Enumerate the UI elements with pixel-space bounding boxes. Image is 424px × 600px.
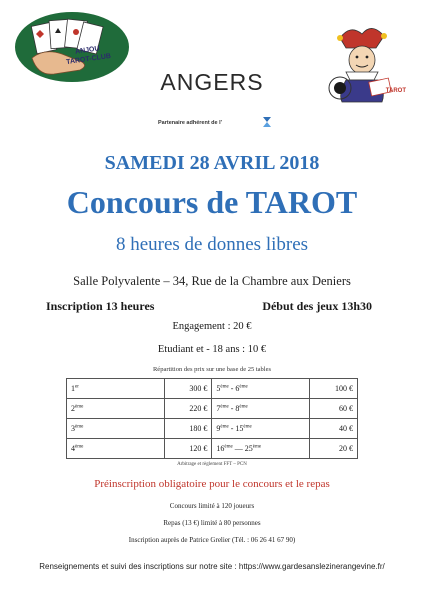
prize-amount-cell: 220 € — [164, 399, 212, 419]
prize-rank-range-cell: 16ème — 25ème — [212, 439, 310, 459]
prize-amount-cell: 180 € — [164, 419, 212, 439]
prize-table — [66, 378, 358, 459]
table-row — [67, 399, 358, 419]
prize-amount-cell: 300 € — [164, 379, 212, 399]
prize-rank-cell: 1er — [67, 379, 165, 399]
prize-amount-cell: 100 € — [310, 379, 358, 399]
partner-logo-icon — [260, 115, 274, 129]
prize-rank-range-cell: 7ème - 8ème — [212, 399, 310, 419]
rules-note: Arbitrage et règlement FFT – PCN — [177, 462, 247, 467]
footer-website: Renseignements et suivi des inscriptions sur notre site : https://www.gardesanslezinerangevine.fr/ — [39, 562, 385, 571]
prize-rank-range-cell: 5ème - 6ème — [212, 379, 310, 399]
player-limit: Concours limité à 120 joueurs — [169, 502, 255, 510]
prize-rank-cell: 2ème — [67, 399, 165, 419]
table-row — [67, 419, 358, 439]
prize-amount-cell: 60 € — [310, 399, 358, 419]
prize-amount-cell: 40 € — [310, 419, 358, 439]
inscription-time: Inscription 13 heures — [46, 299, 155, 313]
logo-left-label-2: TAROT-CLUB — [65, 52, 112, 67]
prize-rank-cell: 4ème — [67, 439, 165, 459]
prize-caption: Répartition des prix sur une base de 25 tables — [152, 366, 272, 373]
preinscription-notice: Préinscription obligatoire pour le concours et le repas — [94, 478, 330, 490]
meal-limit: Repas (13 €) limité à 80 personnes — [163, 519, 261, 527]
prize-rank-cell: 3ème — [67, 419, 165, 439]
logo-left-label-1: ANJOU — [74, 45, 100, 56]
engagement-fee: Engagement : 20 € — [172, 321, 252, 332]
table-row — [67, 379, 358, 399]
prize-amount-cell: 120 € — [164, 439, 212, 459]
event-date: SAMEDI 28 AVRIL 2018 — [104, 152, 320, 174]
contact-info: Inscription auprès de Patrice Grelier (Tél. : 06 26 41 67 90) — [128, 536, 296, 544]
event-title: Concours de TAROT — [66, 184, 358, 220]
prize-amount-cell: 20 € — [310, 439, 358, 459]
table-row — [67, 439, 358, 459]
student-fee: Etudiant et - 18 ans : 10 € — [157, 344, 267, 355]
prize-rank-range-cell: 9ème - 15ème — [212, 419, 310, 439]
partner-text: Partenaire adhérent de l' — [158, 120, 222, 126]
event-subtitle: 8 heures de donnes libres — [115, 234, 309, 255]
jester-logo-label: TAROT — [385, 88, 406, 94]
event-venue: Salle Polyvalente – 34, Rue de la Chambre aux Deniers — [73, 274, 351, 288]
start-time: Début des jeux 13h30 — [262, 299, 372, 313]
city-heading: ANGERS — [160, 69, 264, 95]
